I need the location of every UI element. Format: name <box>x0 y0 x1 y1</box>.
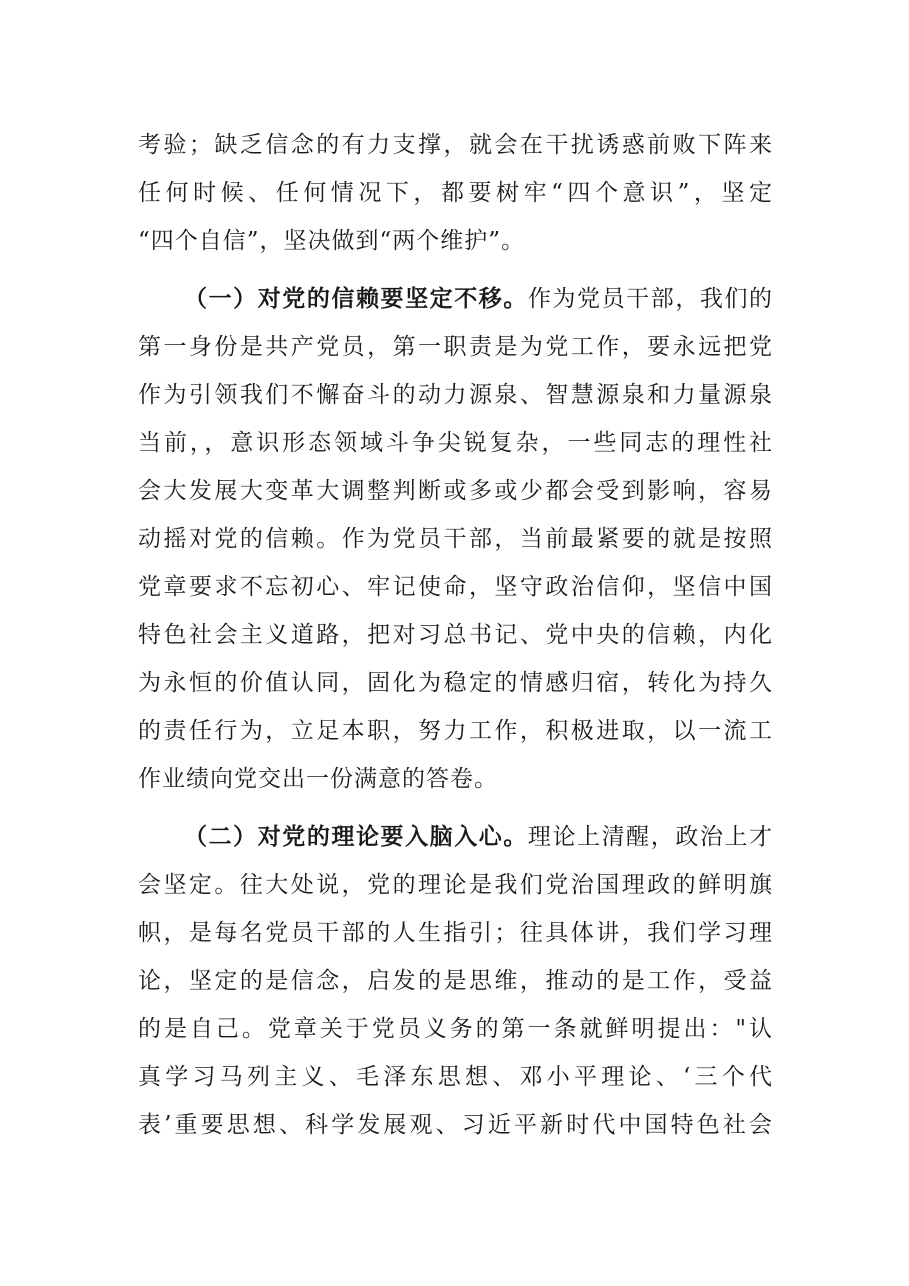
intro-line-1: 考验；缺乏信念的有力支撑，就会在干扰诱惑前败下阵来 <box>138 132 772 158</box>
section2-heading: （二）对党的理论要入脑入心。 <box>184 823 528 850</box>
section2-line: 表’重要思想、科学发展观、习近平新时代中国特色社会 <box>138 1112 772 1138</box>
section2-first-line <box>184 822 772 852</box>
section2-line: 帜，是每名党员干部的人生指引；往具体讲，我们学习理 <box>138 920 772 946</box>
section1-line: 动摇对党的信赖。作为党员干部，当前最紧要的就是按照 <box>138 526 772 552</box>
section1-line: 会大发展大变革大调整判断或多或少都会受到影响，容易 <box>138 478 772 504</box>
section1-heading: （一）对党的信赖要坚定不移。 <box>184 285 528 312</box>
section1-first-line-text: 作为党员干部，我们的 <box>527 286 773 312</box>
section2-line: 论，坚定的是信念，启发的是思维，推动的是工作，受益 <box>138 968 772 994</box>
section1-line: 党章要求不忘初心、牢记使命，坚守政治信仰，坚信中国 <box>138 574 772 600</box>
section2-line: 的是自己。党章关于党员义务的第一条就鲜明提出："认 <box>138 1016 772 1042</box>
intro-line-3: “四个自信”，坚决做到“两个维护”。 <box>138 228 526 254</box>
section2-line: 会坚定。往大处说，党的理论是我们党治国理政的鲜明旗 <box>138 872 772 898</box>
section1-line: 第一身份是共产党员，第一职责是为党工作，要永远把党 <box>138 334 772 360</box>
section1-line: 的责任行为，立足本职，努力工作，积极进取，以一流工 <box>138 718 772 744</box>
intro-line-2: 任何时候、任何情况下，都要树牢“四个意识”，坚定 <box>138 180 772 206</box>
section2-first-line-text: 理论上清醒，政治上才 <box>527 824 773 850</box>
section1-line: 当前，，意识形态领域斗争尖锐复杂，一些同志的理性社 <box>138 430 772 456</box>
section1-line: 特色社会主义道路，把对习总书记、党中央的信赖，内化 <box>138 622 772 648</box>
section1-line: 作为引领我们不懈奋斗的动力源泉、智慧源泉和力量源泉 <box>138 382 772 408</box>
section1-line: 为永恒的价值认同，固化为稳定的情感归宿，转化为持久 <box>138 670 772 696</box>
section1-line: 作业绩向党交出一份满意的答卷。 <box>138 766 498 792</box>
section2-line: 真学习马列主义、毛泽东思想、邓小平理论、‘三个代 <box>138 1064 772 1090</box>
section1-first-line <box>184 284 772 314</box>
